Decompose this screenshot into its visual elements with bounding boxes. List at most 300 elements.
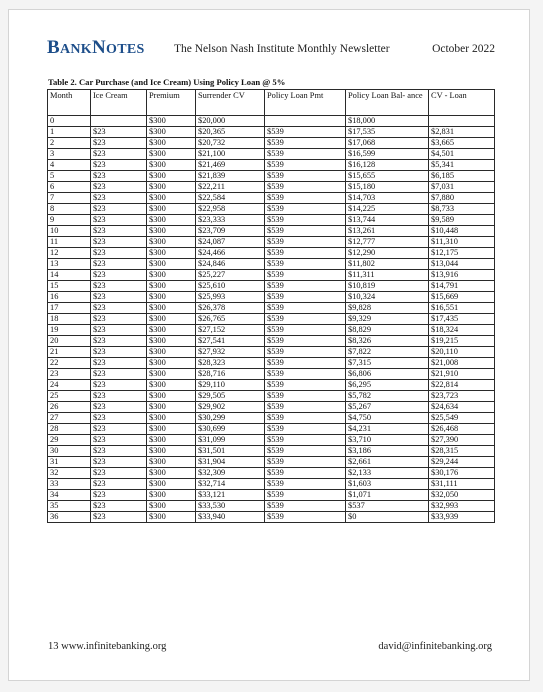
table-cell: $7,822: [346, 347, 429, 358]
table-header-row: [48, 90, 495, 116]
table-cell: $300: [147, 358, 196, 369]
table-cell: $14,703: [346, 193, 429, 204]
table-cell: $4,750: [346, 413, 429, 424]
table-cell: $3,710: [346, 435, 429, 446]
table-caption: Table 2. Car Purchase (and Ice Cream) Using Policy Loan @ 5%: [48, 77, 286, 87]
table-cell: $539: [265, 182, 346, 193]
table-cell: $23: [91, 413, 147, 424]
table-cell: 24: [48, 380, 91, 391]
table-cell: $6,806: [346, 369, 429, 380]
table-row: [48, 336, 495, 347]
table-cell: 26: [48, 402, 91, 413]
table-cell: $11,802: [346, 259, 429, 270]
table-cell: $26,468: [429, 424, 495, 435]
table-cell: $539: [265, 281, 346, 292]
table-cell: $300: [147, 281, 196, 292]
table-cell: $22,814: [429, 380, 495, 391]
table-cell: $539: [265, 259, 346, 270]
table-cell: $539: [265, 501, 346, 512]
table-cell: $539: [265, 468, 346, 479]
table-cell: $300: [147, 116, 196, 127]
table-cell: $3,186: [346, 446, 429, 457]
table-cell: $30,699: [196, 424, 265, 435]
table-row: [48, 347, 495, 358]
table-cell: 28: [48, 424, 91, 435]
table-row: [48, 325, 495, 336]
column-header: Month: [48, 90, 91, 116]
table-cell: $15,669: [429, 292, 495, 303]
table-cell: 6: [48, 182, 91, 193]
table-body: [48, 116, 495, 523]
table-cell: $23: [91, 149, 147, 160]
table-cell: 9: [48, 215, 91, 226]
table-row: [48, 270, 495, 281]
table-cell: 4: [48, 160, 91, 171]
table-cell: $300: [147, 237, 196, 248]
table-row: [48, 424, 495, 435]
table-cell: $14,225: [346, 204, 429, 215]
table-cell: $300: [147, 149, 196, 160]
table-cell: $4,231: [346, 424, 429, 435]
table-cell: $33,939: [429, 512, 495, 523]
table-cell: 16: [48, 292, 91, 303]
table-cell: $25,549: [429, 413, 495, 424]
table-cell: 8: [48, 204, 91, 215]
table-cell: $25,227: [196, 270, 265, 281]
table-cell: $539: [265, 479, 346, 490]
table-row: [48, 468, 495, 479]
table-cell: $23: [91, 281, 147, 292]
table-cell: $33,940: [196, 512, 265, 523]
table-cell: $300: [147, 127, 196, 138]
table-row: [48, 259, 495, 270]
table-cell: $7,315: [346, 358, 429, 369]
table-cell: $29,244: [429, 457, 495, 468]
table-cell: $23: [91, 204, 147, 215]
table-cell: $1,603: [346, 479, 429, 490]
table-cell: $300: [147, 325, 196, 336]
table-cell: 34: [48, 490, 91, 501]
table-cell: $23: [91, 369, 147, 380]
table-cell: $300: [147, 402, 196, 413]
table-cell: 30: [48, 446, 91, 457]
table-cell: $23: [91, 358, 147, 369]
table-cell: $13,044: [429, 259, 495, 270]
table-cell: $539: [265, 149, 346, 160]
table-cell: $22,211: [196, 182, 265, 193]
table-cell: $23: [91, 215, 147, 226]
table-cell: $300: [147, 138, 196, 149]
table-cell: $6,295: [346, 380, 429, 391]
table-cell: $30,299: [196, 413, 265, 424]
table-cell: $23: [91, 193, 147, 204]
table-cell: $23: [91, 490, 147, 501]
table-cell: $23,333: [196, 215, 265, 226]
newsletter-page: [8, 9, 530, 681]
table-cell: 27: [48, 413, 91, 424]
column-header: Surrender CV: [196, 90, 265, 116]
table-cell: 32: [48, 468, 91, 479]
table-cell: [91, 116, 147, 127]
table-cell: $539: [265, 347, 346, 358]
table-cell: $11,310: [429, 237, 495, 248]
table-cell: $13,744: [346, 215, 429, 226]
table-cell: $300: [147, 292, 196, 303]
table-cell: $20,732: [196, 138, 265, 149]
table-cell: $300: [147, 446, 196, 457]
table-cell: $5,341: [429, 160, 495, 171]
table-cell: 35: [48, 501, 91, 512]
table-cell: $31,111: [429, 479, 495, 490]
table-cell: $23: [91, 237, 147, 248]
footer-page-site: 13 www.infinitebanking.org: [48, 641, 167, 652]
table-row: [48, 479, 495, 490]
table-row: [48, 171, 495, 182]
table-cell: 36: [48, 512, 91, 523]
table-cell: $25,610: [196, 281, 265, 292]
table-cell: $28,323: [196, 358, 265, 369]
table-cell: $21,100: [196, 149, 265, 160]
table-cell: $539: [265, 303, 346, 314]
table-cell: 25: [48, 391, 91, 402]
table-row: [48, 182, 495, 193]
table-cell: $23: [91, 402, 147, 413]
table-cell: $300: [147, 380, 196, 391]
table-cell: $539: [265, 237, 346, 248]
table-cell: $539: [265, 402, 346, 413]
table-cell: $25,993: [196, 292, 265, 303]
table-cell: $12,175: [429, 248, 495, 259]
table-cell: $23: [91, 259, 147, 270]
table-row: [48, 215, 495, 226]
table-cell: $33,530: [196, 501, 265, 512]
table-cell: $9,329: [346, 314, 429, 325]
table-cell: $300: [147, 160, 196, 171]
table-cell: $4,501: [429, 149, 495, 160]
table-cell: $300: [147, 490, 196, 501]
table-cell: $539: [265, 512, 346, 523]
table-cell: $3,665: [429, 138, 495, 149]
table-cell: $5,267: [346, 402, 429, 413]
table-cell: $1,071: [346, 490, 429, 501]
table-cell: 14: [48, 270, 91, 281]
table-cell: 5: [48, 171, 91, 182]
table-cell: $300: [147, 248, 196, 259]
table-cell: $24,846: [196, 259, 265, 270]
table-cell: $11,311: [346, 270, 429, 281]
table-cell: 11: [48, 237, 91, 248]
column-header: CV - Loan: [429, 90, 495, 116]
table-row: [48, 138, 495, 149]
table-row: [48, 281, 495, 292]
column-header: Policy Loan Pmt: [265, 90, 346, 116]
table-cell: $31,099: [196, 435, 265, 446]
table-cell: $539: [265, 160, 346, 171]
table-row: [48, 127, 495, 138]
table-cell: $15,180: [346, 182, 429, 193]
table-cell: [429, 116, 495, 127]
table-cell: 2: [48, 138, 91, 149]
table-cell: $539: [265, 325, 346, 336]
table-cell: $10,324: [346, 292, 429, 303]
table-cell: $23,723: [429, 391, 495, 402]
table-cell: 21: [48, 347, 91, 358]
table-cell: $12,290: [346, 248, 429, 259]
table-cell: $300: [147, 424, 196, 435]
table-cell: 31: [48, 457, 91, 468]
table-cell: $300: [147, 303, 196, 314]
table-cell: $6,185: [429, 171, 495, 182]
table-cell: $8,733: [429, 204, 495, 215]
table-row: [48, 490, 495, 501]
table-cell: 12: [48, 248, 91, 259]
table-cell: $7,880: [429, 193, 495, 204]
table-cell: $23: [91, 303, 147, 314]
table-row: [48, 435, 495, 446]
table-cell: $539: [265, 215, 346, 226]
table-cell: $300: [147, 479, 196, 490]
column-header: Policy Loan Bal- ance: [346, 90, 429, 116]
table-cell: $537: [346, 501, 429, 512]
table-cell: $21,839: [196, 171, 265, 182]
table-cell: 23: [48, 369, 91, 380]
table-row: [48, 501, 495, 512]
table-row: [48, 292, 495, 303]
table-cell: $300: [147, 336, 196, 347]
table-cell: $539: [265, 193, 346, 204]
table-cell: $539: [265, 127, 346, 138]
table-cell: $23: [91, 171, 147, 182]
table-cell: $19,215: [429, 336, 495, 347]
table-cell: $23: [91, 479, 147, 490]
table-cell: $20,000: [196, 116, 265, 127]
table-cell: $26,765: [196, 314, 265, 325]
table-cell: $29,110: [196, 380, 265, 391]
table-cell: $300: [147, 215, 196, 226]
policy-loan-table: [47, 89, 495, 523]
table-row: [48, 446, 495, 457]
table-cell: 7: [48, 193, 91, 204]
table-cell: $300: [147, 171, 196, 182]
table-cell: $9,828: [346, 303, 429, 314]
table-cell: $32,993: [429, 501, 495, 512]
table-cell: $300: [147, 512, 196, 523]
table-cell: $2,133: [346, 468, 429, 479]
table-cell: $2,661: [346, 457, 429, 468]
table-cell: $539: [265, 380, 346, 391]
table-cell: $539: [265, 358, 346, 369]
table-cell: $0: [346, 512, 429, 523]
table-cell: $539: [265, 391, 346, 402]
table-cell: 19: [48, 325, 91, 336]
table-cell: $27,390: [429, 435, 495, 446]
table-cell: $300: [147, 270, 196, 281]
table-cell: $31,904: [196, 457, 265, 468]
column-header: Premium: [147, 90, 196, 116]
table-cell: $23: [91, 160, 147, 171]
brand-logo: BANKNOTES: [47, 37, 145, 58]
table-cell: $31,501: [196, 446, 265, 457]
table-cell: $539: [265, 204, 346, 215]
table-cell: $23: [91, 468, 147, 479]
table-cell: $23: [91, 292, 147, 303]
table-cell: 15: [48, 281, 91, 292]
table-cell: $18,324: [429, 325, 495, 336]
table-cell: 1: [48, 127, 91, 138]
table-cell: $26,378: [196, 303, 265, 314]
table-cell: $24,466: [196, 248, 265, 259]
table-cell: $539: [265, 369, 346, 380]
table-cell: $300: [147, 501, 196, 512]
column-header: Ice Cream: [91, 90, 147, 116]
table-cell: $10,448: [429, 226, 495, 237]
table-cell: $21,910: [429, 369, 495, 380]
table-row: [48, 391, 495, 402]
table-cell: $27,541: [196, 336, 265, 347]
table-cell: $23: [91, 182, 147, 193]
table-cell: $16,128: [346, 160, 429, 171]
table-cell: $539: [265, 457, 346, 468]
table-cell: $23: [91, 270, 147, 281]
table-cell: $23: [91, 380, 147, 391]
table-cell: $539: [265, 292, 346, 303]
table-row: [48, 160, 495, 171]
table-cell: $8,326: [346, 336, 429, 347]
table-cell: [265, 116, 346, 127]
table-cell: $2,831: [429, 127, 495, 138]
table-cell: $23: [91, 336, 147, 347]
table-cell: $32,309: [196, 468, 265, 479]
table-row: [48, 226, 495, 237]
table-cell: $300: [147, 226, 196, 237]
table-cell: $300: [147, 193, 196, 204]
table-cell: 33: [48, 479, 91, 490]
table-cell: $300: [147, 457, 196, 468]
table-row: [48, 237, 495, 248]
table-cell: $28,315: [429, 446, 495, 457]
table-row: [48, 358, 495, 369]
table-cell: $23: [91, 391, 147, 402]
table-cell: $29,505: [196, 391, 265, 402]
table-cell: $23: [91, 138, 147, 149]
table-cell: $14,791: [429, 281, 495, 292]
table-cell: $28,716: [196, 369, 265, 380]
table-cell: $9,589: [429, 215, 495, 226]
table-cell: $22,584: [196, 193, 265, 204]
table-cell: $10,819: [346, 281, 429, 292]
table-cell: $21,008: [429, 358, 495, 369]
table-cell: $24,087: [196, 237, 265, 248]
table-cell: $539: [265, 226, 346, 237]
table-row: [48, 380, 495, 391]
issue-date: October 2022: [432, 43, 495, 55]
table-cell: $20,110: [429, 347, 495, 358]
table-cell: 29: [48, 435, 91, 446]
table-cell: $539: [265, 446, 346, 457]
table-cell: $539: [265, 270, 346, 281]
table-cell: $18,000: [346, 116, 429, 127]
table-cell: 22: [48, 358, 91, 369]
table-cell: $300: [147, 347, 196, 358]
table-cell: $23: [91, 435, 147, 446]
table-row: [48, 314, 495, 325]
table-row: [48, 402, 495, 413]
table-row: [48, 369, 495, 380]
table-cell: 18: [48, 314, 91, 325]
table-cell: $23: [91, 512, 147, 523]
table-cell: $22,958: [196, 204, 265, 215]
table-row: [48, 116, 495, 127]
table-cell: $23: [91, 446, 147, 457]
table-cell: $23: [91, 325, 147, 336]
table-cell: $539: [265, 336, 346, 347]
footer-email: david@infinitebanking.org: [378, 641, 492, 652]
table-cell: $17,435: [429, 314, 495, 325]
table-cell: $23: [91, 226, 147, 237]
table-row: [48, 457, 495, 468]
table-cell: $13,261: [346, 226, 429, 237]
table-cell: 0: [48, 116, 91, 127]
table-cell: $23: [91, 501, 147, 512]
table-cell: $23: [91, 424, 147, 435]
table-cell: $33,121: [196, 490, 265, 501]
table-row: [48, 248, 495, 259]
table-cell: $539: [265, 171, 346, 182]
table-cell: $30,176: [429, 468, 495, 479]
table-cell: $23: [91, 457, 147, 468]
table-cell: $16,599: [346, 149, 429, 160]
table-row: [48, 204, 495, 215]
table-cell: $539: [265, 413, 346, 424]
table-cell: $300: [147, 204, 196, 215]
table-cell: $300: [147, 435, 196, 446]
table-cell: $300: [147, 314, 196, 325]
table-cell: $300: [147, 259, 196, 270]
table-cell: $32,050: [429, 490, 495, 501]
table-cell: $23: [91, 347, 147, 358]
table-cell: $539: [265, 248, 346, 259]
table-row: [48, 303, 495, 314]
table-cell: $300: [147, 182, 196, 193]
table-cell: $23: [91, 248, 147, 259]
table-cell: 20: [48, 336, 91, 347]
table-cell: $24,634: [429, 402, 495, 413]
table-cell: $539: [265, 138, 346, 149]
table-cell: $27,152: [196, 325, 265, 336]
table-cell: $23: [91, 314, 147, 325]
newsletter-subtitle: The Nelson Nash Institute Monthly Newsletter: [174, 43, 390, 55]
table-cell: $13,916: [429, 270, 495, 281]
table-cell: $539: [265, 424, 346, 435]
table-cell: $300: [147, 468, 196, 479]
table-cell: $300: [147, 413, 196, 424]
masthead: [47, 37, 495, 63]
table-cell: $23: [91, 127, 147, 138]
table-cell: $15,655: [346, 171, 429, 182]
table-cell: $12,777: [346, 237, 429, 248]
table-cell: $23,709: [196, 226, 265, 237]
table-cell: $17,535: [346, 127, 429, 138]
table-cell: 10: [48, 226, 91, 237]
table-cell: $17,068: [346, 138, 429, 149]
table-cell: $300: [147, 369, 196, 380]
table-row: [48, 149, 495, 160]
table-cell: $32,714: [196, 479, 265, 490]
table-cell: $20,365: [196, 127, 265, 138]
table-cell: $27,932: [196, 347, 265, 358]
table-cell: $5,782: [346, 391, 429, 402]
table-cell: 17: [48, 303, 91, 314]
